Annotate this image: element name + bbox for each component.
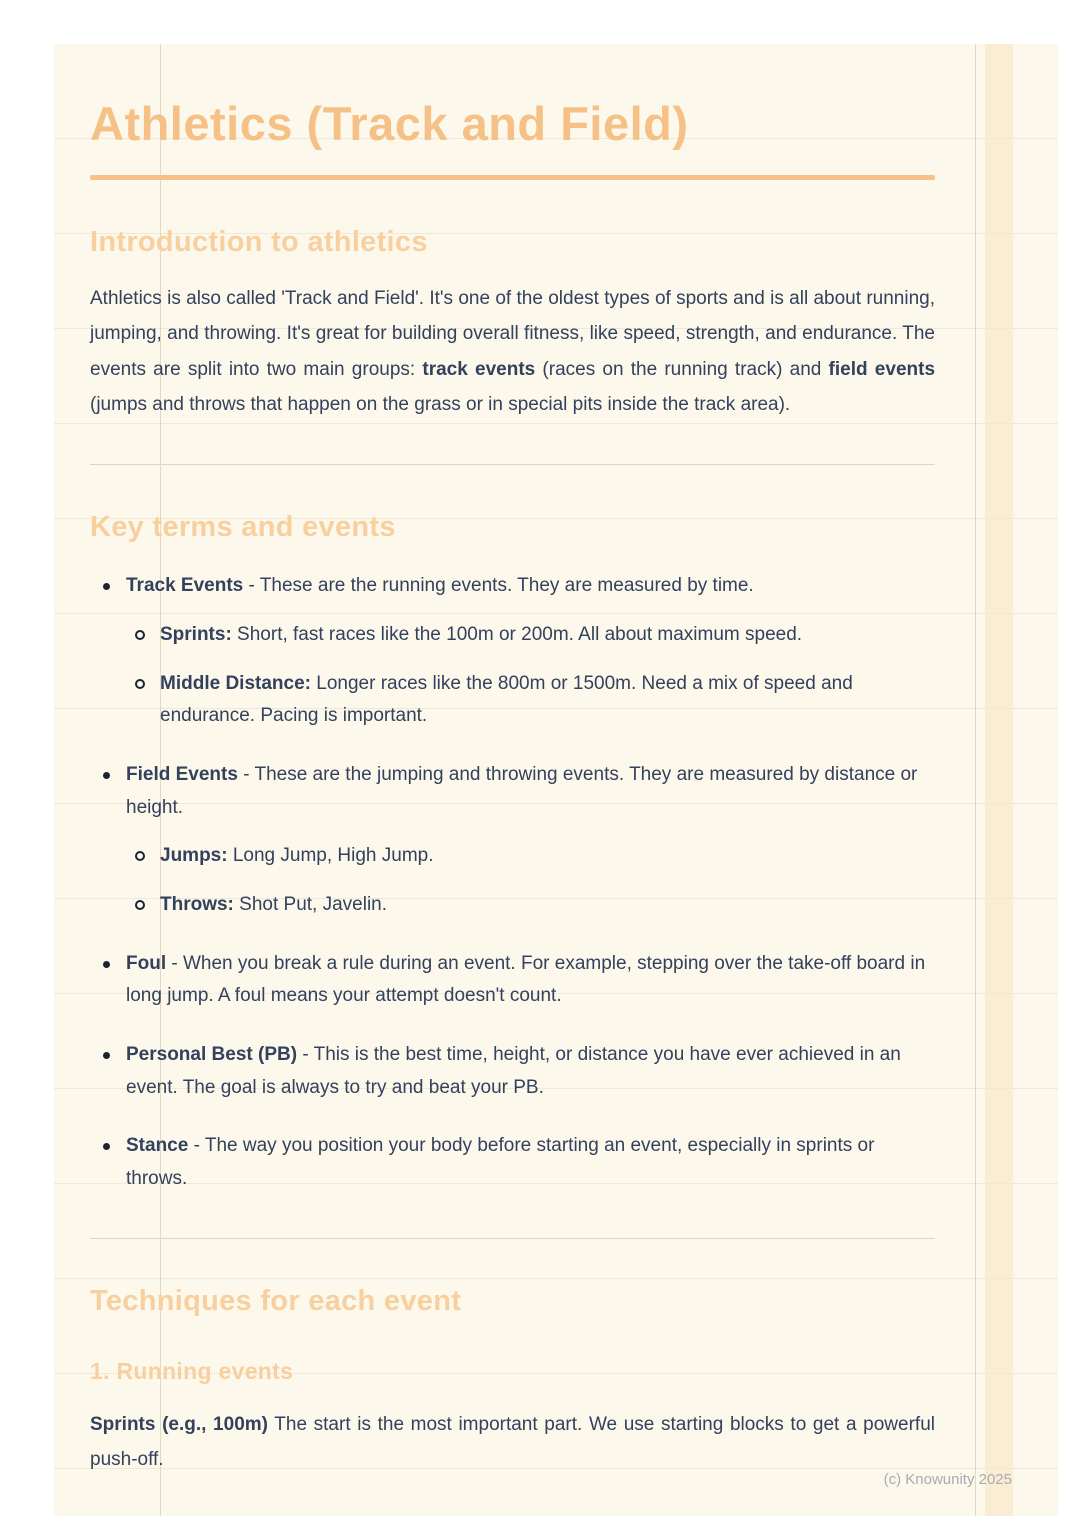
text-run: Athletics is also called 'Track and Field'. It's one of the oldest types of sports and is all about running, jumping, and throwing. It's great for building overall fitness, like speed, strength, and endurance. The events are split into two main groups: [90,288,935,380]
section-divider [90,1238,935,1239]
bold-text-run: Middle Distance: [160,672,311,694]
document-page [54,44,1058,1516]
text-run: - The way you position your body before starting an event, especially in sprints or throws. [126,1135,875,1190]
sub-heading-running-events: 1. Running events [90,1357,294,1384]
footer-copyright: (c) Knowunity 2025 [883,1471,1012,1488]
section-divider [90,464,935,465]
list-item-text [126,575,754,596]
sub-list [126,619,935,733]
bold-text-run: Jumps: [160,845,228,867]
list-item-text [126,1044,901,1098]
list-item-text [126,1135,874,1189]
bold-text-run: field events [828,358,936,380]
bold-text-run: Throws: [160,894,234,916]
sub-list-item [126,840,935,873]
techniques-paragraph [90,1407,935,1478]
sub-list-item [126,889,935,922]
list-item-text [126,764,917,818]
text-run: Short, fast races like the 100m or 200m. All about maximum speed. [231,623,803,645]
text-run: - These are the jumping and throwing events. They are measured by distance or height. [126,764,918,818]
list-item [90,1130,935,1195]
text-run: (races on the running track) and [535,358,829,380]
text-run: - When you break a rule during an event. For example, stepping over the take-off board in long jump. A foul means your attempt doesn't count. [126,952,926,1007]
section-heading-introduction: Introduction to athletics [90,226,428,258]
text-run: - These are the running events. They are measured by time. [243,575,754,597]
text-run: (jumps and throws that happen on the grass or in special pits inside the track area). [90,393,791,415]
sub-list-item [126,668,935,733]
section-introduction [90,226,935,422]
bold-text-run: Track Events [126,575,244,597]
bold-text-run: Personal Best (PB) [126,1044,298,1066]
bold-text-run: Stance [126,1135,189,1157]
title-underline [90,175,935,180]
text-run: Longer races like the 800m or 1500m. Need a mix of speed and endurance. Pacing is important. [160,672,853,727]
list-item-text [126,953,925,1007]
section-heading-techniques: Techniques for each event [90,1284,462,1317]
section-heading-key-terms: Key terms and events [90,511,396,544]
text-run: Shot Put, Javelin. [233,894,388,916]
bold-text-run: Sprints: [160,623,232,645]
key-terms-list [90,570,935,1195]
bold-text-run: Field Events [126,764,238,785]
notebook-rule-line-right [975,44,976,1516]
document-content [54,44,935,1477]
list-item [90,948,935,1013]
section-key-terms [90,511,935,1195]
sub-list-item [126,619,935,652]
bold-text-run: Foul [126,952,167,974]
text-run: The start is the most important part. We use starting blocks to get a powerful push-off. [90,1413,935,1471]
sub-list [126,840,935,921]
page-title: Athletics (Track and Field) [90,97,689,150]
section-techniques [90,1285,935,1478]
list-item [90,1039,935,1104]
text-run: - This is the best time, height, or distance you have ever achieved in an event. The goal is always to try and beat your PB. [126,1044,901,1098]
notebook-margin-band [985,44,1013,1516]
intro-paragraph [90,281,935,422]
list-item [90,570,935,733]
bold-text-run: Sprints (e.g., 100m) [90,1413,268,1435]
text-run: Long Jump, High Jump. [227,845,434,867]
bold-text-run: track events [422,358,536,380]
list-item [90,759,935,922]
